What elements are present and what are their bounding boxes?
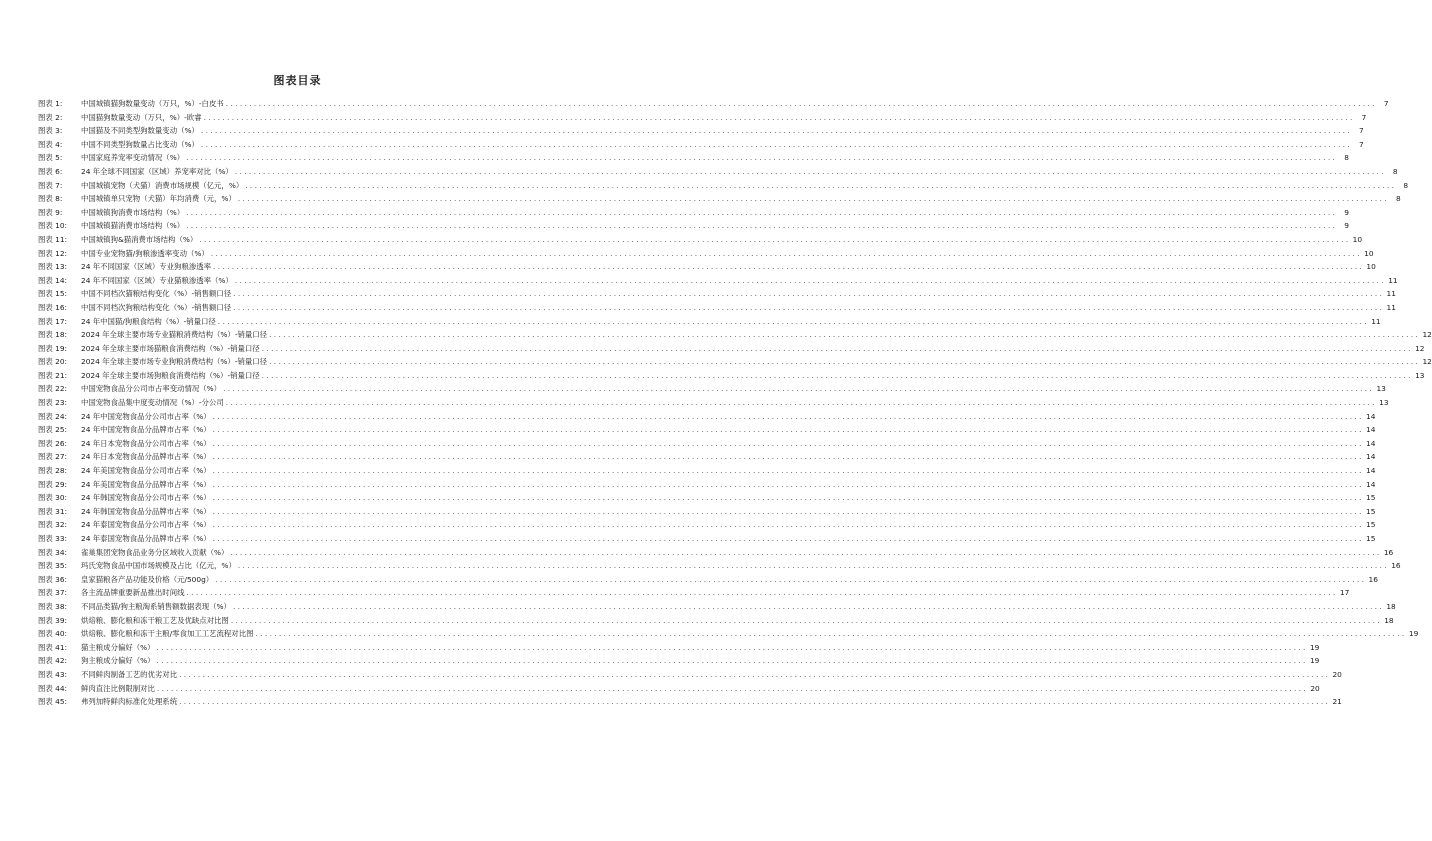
toc-dot-leader xyxy=(213,518,1362,532)
toc-entry-label: 图表 19: xyxy=(38,343,68,353)
toc-entry-title: 不同鲜肉制备工艺的优劣对比 xyxy=(81,669,178,679)
toc-entry-title: 不同品类猫/狗主粮淘系销售额数据表现（%） xyxy=(81,601,231,611)
toc-entry[interactable] xyxy=(38,600,1396,614)
toc-entry-label: 图表 45: xyxy=(38,697,68,707)
toc-entry-title: 玛氏宠物食品中国市场规模及占比（亿元，%） xyxy=(81,561,236,571)
toc-dot-leader xyxy=(226,97,1375,111)
toc-dot-leader xyxy=(238,559,1387,573)
toc-entry-page-number: 20 xyxy=(1310,683,1320,693)
toc-dot-leader xyxy=(179,668,1328,682)
toc-dot-leader xyxy=(233,600,1382,614)
toc-entry-label: 图表 1: xyxy=(38,99,63,108)
toc-dot-leader xyxy=(231,614,1380,628)
toc-entry-page-number: 20 xyxy=(1332,669,1342,679)
toc-entry[interactable] xyxy=(38,124,1364,138)
toc-dot-leader xyxy=(179,695,1328,709)
toc-entry[interactable] xyxy=(38,627,1419,641)
toc-entry-title: 雀巢集团宠物食品业务分区域收入贡献（%） xyxy=(81,547,229,557)
toc-entry-label: 图表 17: xyxy=(38,316,68,326)
toc-entry-title: 中国猫狗数量变动（万只，%）-欧睿 xyxy=(81,112,202,122)
toc-entry-label: 图表 4: xyxy=(38,139,63,149)
toc-entry-title: 24 年不同国家（区域）专业狗粮渗透率 xyxy=(81,262,212,272)
toc-entry-label: 图表 5: xyxy=(38,153,63,163)
toc-dot-leader xyxy=(255,627,1404,641)
toc-entry-title: 24 年日本宠物食品分品牌市占率（%） xyxy=(81,452,211,462)
toc-entry-title: 24 年中国猫/狗粮食结构（%）-销量口径 xyxy=(81,316,216,326)
toc-entry-title: 鲜肉直注比例限制对比 xyxy=(81,683,155,693)
toc-dot-leader xyxy=(213,410,1362,424)
toc-dot-leader xyxy=(223,382,1372,396)
toc-entry-title: 中国不同档次猫粮结构变化（%）-销售额口径 xyxy=(81,289,232,299)
toc-dot-leader xyxy=(213,532,1362,546)
toc-entry-page-number: 13 xyxy=(1376,384,1386,394)
toc-entry-title: 24 年韩国宠物食品分品牌市占率（%） xyxy=(81,506,211,516)
toc-entry-title: 中国不同档次狗粮结构变化（%）-销售额口径 xyxy=(81,302,232,312)
toc-entry-label: 图表 13: xyxy=(38,262,68,272)
toc-dot-leader xyxy=(186,206,1335,220)
toc-entry[interactable] xyxy=(38,165,1398,179)
toc-dot-leader xyxy=(199,233,1348,247)
toc-entry[interactable] xyxy=(38,573,1378,587)
toc-entry[interactable] xyxy=(38,532,1376,546)
toc-entry-label: 图表 43: xyxy=(38,669,68,679)
toc-entry[interactable] xyxy=(38,654,1320,668)
toc-dot-leader xyxy=(201,124,1350,138)
toc-entry-label: 图表 23: xyxy=(38,398,68,408)
toc-entry-title: 24 年不同国家（区域）专业猫粮渗透率（%） xyxy=(81,275,233,285)
toc-entry-page-number: 8 xyxy=(1344,153,1349,163)
toc-entry-title: 中国宠物食品集中度变动情况（%）-分公司 xyxy=(81,398,224,408)
toc-dot-leader xyxy=(157,654,1306,668)
toc-entry-title: 24 年美国宠物食品分公司市占率（%） xyxy=(81,466,211,476)
toc-entry[interactable] xyxy=(38,382,1386,396)
toc-entry-label: 图表 39: xyxy=(38,615,68,625)
toc-entry-title: 猫主粮成分偏好（%） xyxy=(81,642,155,652)
toc-entry-label: 图表 10: xyxy=(38,221,68,231)
toc-entry-title: 皇家猫粮各产品功能及价格（元/500g） xyxy=(81,574,214,584)
toc-entry[interactable] xyxy=(38,586,1350,600)
toc-entry-page-number: 14 xyxy=(1366,425,1376,435)
toc-entry-title: 24 年日本宠物食品分公司市占率（%） xyxy=(81,438,211,448)
toc-entry[interactable] xyxy=(38,111,1367,125)
toc-entry-title: 中国家庭养宠率变动情况（%） xyxy=(81,153,185,163)
toc-entry[interactable] xyxy=(38,478,1376,492)
toc-entry-title: 中国城镇宠物（犬猫）消费市场规模（亿元，%） xyxy=(81,180,244,190)
toc-entry-page-number: 15 xyxy=(1366,534,1376,543)
toc-entry-page-number: 21 xyxy=(1332,697,1342,707)
toc-entry-title: 24 年中国宠物食品分品牌市占率（%） xyxy=(81,425,211,435)
toc-entry-page-number: 12 xyxy=(1422,330,1432,340)
toc-entry-label: 图表 28: xyxy=(38,466,68,476)
toc-entry-title: 中国猫及不同类型狗数量变动（%） xyxy=(81,126,199,136)
toc-dot-leader xyxy=(215,573,1364,587)
toc-dot-leader xyxy=(226,396,1375,410)
toc-entry[interactable] xyxy=(38,138,1364,152)
toc-dot-leader xyxy=(213,260,1362,274)
toc-entry-page-number: 12 xyxy=(1415,343,1425,353)
toc-dot-leader xyxy=(213,437,1362,451)
toc-entry-label: 图表 16: xyxy=(38,302,68,312)
toc-entry-page-number: 16 xyxy=(1383,547,1394,557)
toc-entry-page-number: 14 xyxy=(1366,438,1376,448)
toc-entry-label: 图表 12: xyxy=(38,248,68,258)
toc-dot-leader xyxy=(213,505,1362,519)
toc-entry-label: 图表 18: xyxy=(38,330,68,340)
toc-entry[interactable] xyxy=(38,97,1389,111)
toc-dot-leader xyxy=(233,301,1382,315)
toc-entry[interactable] xyxy=(38,219,1349,233)
toc-entry-label: 图表 11: xyxy=(38,234,68,244)
toc-entry-label: 图表 33: xyxy=(38,534,68,543)
toc-entry-page-number: 10 xyxy=(1366,262,1376,272)
toc-entry-label: 图表 36: xyxy=(38,574,68,584)
toc-entry[interactable] xyxy=(38,464,1376,478)
toc-entry-page-number: 7 xyxy=(1383,99,1389,108)
toc-entry-title: 24 年韩国宠物食品分公司市占率（%） xyxy=(81,493,211,503)
toc-entry[interactable] xyxy=(38,151,1349,165)
toc-entry-page-number: 8 xyxy=(1395,194,1401,204)
toc-entry-page-number: 9 xyxy=(1344,221,1349,231)
toc-entry-title: 烘焙粮、膨化粮和冻干主粮/零食加工工艺流程对比图 xyxy=(81,629,254,639)
toc-entry[interactable] xyxy=(38,437,1376,451)
toc-entry-page-number: 7 xyxy=(1358,139,1364,149)
toc-entry[interactable] xyxy=(38,369,1425,383)
toc-entry-label: 图表 31: xyxy=(38,506,68,516)
toc-entry-label: 图表 32: xyxy=(38,520,68,530)
toc-entry-page-number: 14 xyxy=(1366,452,1376,462)
toc-entry-title: 中国不同类型狗数量占比变动（%） xyxy=(81,139,199,149)
toc-entry-label: 图表 26: xyxy=(38,438,68,448)
toc-entry-page-number: 14 xyxy=(1366,411,1376,421)
toc-entry-title: 中国城镇狗消费市场结构（%） xyxy=(81,207,185,217)
toc-entry-title: 弗列加特鲜肉标准化处理系统 xyxy=(81,697,178,707)
toc-dot-leader xyxy=(230,546,1379,560)
toc-dot-leader xyxy=(213,450,1362,464)
toc-entry-label: 图表 20: xyxy=(38,357,68,367)
toc-entry-title: 各主流品牌重要新品推出时间线 xyxy=(81,588,185,598)
toc-dot-leader xyxy=(262,369,1411,383)
toc-entry[interactable] xyxy=(38,410,1376,424)
toc-entry-label: 图表 2: xyxy=(38,112,63,122)
toc-entry-page-number: 11 xyxy=(1386,289,1396,299)
toc-entry-title: 烘焙粮、膨化粮和冻干粮工艺及优缺点对比图 xyxy=(81,615,229,625)
toc-entry-page-number: 19 xyxy=(1408,629,1419,639)
toc-entry[interactable] xyxy=(38,301,1396,315)
toc-entry-page-number: 16 xyxy=(1391,561,1401,571)
toc-entry-title: 中国城镇狗&猫消费市场结构（%） xyxy=(81,234,198,244)
toc-entry-title: 24 年美国宠物食品分品牌市占率（%） xyxy=(81,479,211,489)
toc-dot-leader xyxy=(233,287,1382,301)
toc-entry[interactable] xyxy=(38,328,1432,342)
toc-entry-page-number: 14 xyxy=(1366,479,1376,489)
toc-dot-leader xyxy=(269,328,1418,342)
toc-entry-page-number: 11 xyxy=(1388,275,1398,285)
toc-entry-title: 2024 年全球主要市场专业猫粮消费结构（%）-销量口径 xyxy=(81,330,268,340)
toc-entry-title: 中国专业宠物猫/狗粮渗透率变动（%） xyxy=(81,248,209,258)
toc-entry-page-number: 14 xyxy=(1366,466,1376,476)
toc-dot-leader xyxy=(186,586,1335,600)
toc-entry-page-number: 7 xyxy=(1358,126,1364,136)
toc-entry-title: 2024 年全球主要市场猫粮食消费结构（%）-销量口径 xyxy=(81,343,260,353)
toc-dot-leader xyxy=(238,192,1387,206)
toc-dot-leader xyxy=(235,165,1384,179)
toc-dot-leader xyxy=(235,274,1384,288)
toc-entry[interactable] xyxy=(38,491,1376,505)
toc-entry-label: 图表 21: xyxy=(38,370,68,380)
toc-entry-title: 中国城镇猫消费市场结构（%） xyxy=(81,221,185,231)
toc-entry[interactable] xyxy=(38,450,1376,464)
toc-entry-label: 图表 22: xyxy=(38,384,68,394)
toc-entry[interactable] xyxy=(38,192,1401,206)
toc-entry-page-number: 9 xyxy=(1344,207,1349,217)
toc-entry-label: 图表 35: xyxy=(38,561,68,571)
toc-entry-page-number: 11 xyxy=(1371,316,1381,326)
toc-dot-leader xyxy=(157,682,1306,696)
toc-entry-title: 24 年泰国宠物食品分品牌市占率（%） xyxy=(81,534,211,543)
toc-entry-label: 图表 40: xyxy=(38,629,68,639)
toc-entry[interactable] xyxy=(38,668,1342,682)
toc-entry-page-number: 15 xyxy=(1366,493,1376,503)
toc-entry-page-number: 7 xyxy=(1361,112,1367,122)
toc-entry-title: 24 年全球不同国家（区域）养宠率对比（%） xyxy=(81,166,233,176)
toc-entry-title: 24 年泰国宠物食品分公司市占率（%） xyxy=(81,520,211,530)
toc-entry-title: 狗主粮成分偏好（%） xyxy=(81,656,155,666)
toc-entry-page-number: 16 xyxy=(1368,574,1378,584)
toc-dot-leader xyxy=(245,179,1394,193)
toc-dot-leader xyxy=(213,491,1362,505)
toc-entry-label: 图表 42: xyxy=(38,656,68,666)
toc-entry[interactable] xyxy=(38,315,1381,329)
toc-entry-title: 2024 年全球主要市场狗粮食消费结构（%）-销量口径 xyxy=(81,370,260,380)
toc-entry-title: 中国城镇猫狗数量变动（万只，%）-白皮书 xyxy=(81,99,224,108)
toc-entry-page-number: 13 xyxy=(1415,370,1425,380)
toc-entry[interactable] xyxy=(38,518,1376,532)
table-of-figures xyxy=(38,97,1432,709)
toc-entry-label: 图表 34: xyxy=(38,547,68,557)
toc-entry-page-number: 10 xyxy=(1364,248,1374,258)
toc-entry-label: 图表 3: xyxy=(38,126,63,136)
toc-entry-page-number: 15 xyxy=(1366,520,1376,530)
toc-dot-leader xyxy=(213,464,1362,478)
toc-entry-label: 图表 24: xyxy=(38,411,68,421)
toc-entry[interactable] xyxy=(38,179,1409,193)
toc-dot-leader xyxy=(213,478,1362,492)
toc-entry-label: 图表 30: xyxy=(38,493,68,503)
toc-dot-leader xyxy=(157,641,1306,655)
toc-entry-title: 中国宠物食品分公司市占率变动情况（%） xyxy=(81,384,222,394)
toc-entry[interactable] xyxy=(38,247,1374,261)
toc-entry-label: 图表 41: xyxy=(38,642,68,652)
toc-entry[interactable] xyxy=(38,342,1425,356)
toc-entry-label: 图表 9: xyxy=(38,207,63,217)
toc-entry[interactable] xyxy=(38,641,1320,655)
toc-dot-leader xyxy=(262,342,1411,356)
toc-entry[interactable] xyxy=(38,546,1394,560)
toc-entry-page-number: 17 xyxy=(1339,588,1350,598)
toc-entry[interactable] xyxy=(38,287,1396,301)
toc-entry-label: 图表 29: xyxy=(38,479,68,489)
toc-entry-page-number: 18 xyxy=(1386,601,1396,611)
toc-dot-leader xyxy=(213,423,1362,437)
toc-dot-leader xyxy=(201,138,1350,152)
toc-entry-label: 图表 44: xyxy=(38,683,68,693)
toc-entry-label: 图表 6: xyxy=(38,166,63,176)
toc-entry[interactable] xyxy=(38,682,1320,696)
toc-entry-label: 图表 25: xyxy=(38,425,68,435)
toc-entry-label: 图表 27: xyxy=(38,452,68,462)
toc-entry[interactable] xyxy=(38,614,1394,628)
toc-entry-label: 图表 7: xyxy=(38,180,63,190)
toc-entry-page-number: 11 xyxy=(1386,302,1396,312)
toc-entry-page-number: 13 xyxy=(1379,398,1389,408)
toc-entry[interactable] xyxy=(38,355,1432,369)
toc-entry-page-number: 15 xyxy=(1366,506,1376,516)
toc-entry-label: 图表 14: xyxy=(38,275,68,285)
toc-entry-page-number: 8 xyxy=(1392,166,1398,176)
toc-dot-leader xyxy=(186,219,1335,233)
page-title: 图表目录 xyxy=(273,74,322,87)
toc-dot-leader xyxy=(204,111,1353,125)
toc-dot-leader xyxy=(218,315,1367,329)
toc-entry[interactable] xyxy=(38,233,1363,247)
toc-entry-label: 图表 38: xyxy=(38,601,68,611)
toc-entry-page-number: 8 xyxy=(1403,180,1409,190)
toc-entry-page-number: 12 xyxy=(1422,357,1432,367)
toc-entry[interactable] xyxy=(38,260,1376,274)
toc-entry[interactable] xyxy=(38,559,1401,573)
toc-entry[interactable] xyxy=(38,423,1376,437)
toc-entry[interactable] xyxy=(38,695,1342,709)
toc-entry-page-number: 18 xyxy=(1384,615,1394,625)
toc-entry-label: 图表 15: xyxy=(38,289,68,299)
toc-entry-label: 图表 8: xyxy=(38,194,63,204)
toc-dot-leader xyxy=(186,151,1335,165)
toc-dot-leader xyxy=(211,247,1360,261)
toc-entry-page-number: 19 xyxy=(1309,656,1320,666)
toc-dot-leader xyxy=(269,355,1418,369)
toc-entry-label: 图表 37: xyxy=(38,588,68,598)
toc-entry[interactable] xyxy=(38,206,1349,220)
toc-entry-title: 2024 年全球主要市场专业狗粮消费结构（%）-销量口径 xyxy=(81,357,268,367)
toc-entry-title: 24 年中国宠物食品分公司市占率（%） xyxy=(81,411,211,421)
toc-entry[interactable] xyxy=(38,274,1398,288)
toc-entry-page-number: 19 xyxy=(1309,642,1320,652)
toc-entry[interactable] xyxy=(38,396,1389,410)
toc-entry-title: 中国城镇单只宠物（犬猫）年均消费（元，%） xyxy=(81,194,236,204)
toc-entry-page-number: 10 xyxy=(1352,234,1363,244)
toc-entry[interactable] xyxy=(38,505,1376,519)
